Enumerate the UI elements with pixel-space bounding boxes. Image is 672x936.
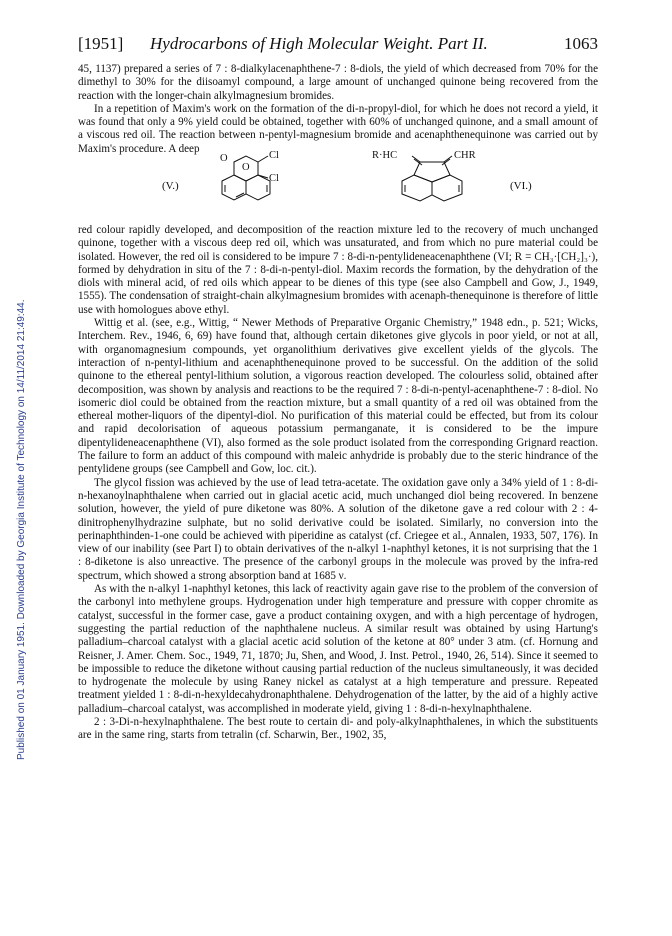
paragraph: red colour rapidly developed, and decomposition of the reaction mixture led to the recovery of much unchanged quinone, together with a viscous deep red oil, which was unsaturated, and from which no pure material could be isolated. However, the red oil is considered to be impure 7 : 8-di-n-pentylideneacenaphthene (VI; R = CH₃·[CH₂]₃·), formed by dehydration in situ of the 7 : 8-di-n-pentyl-diol. Maxim records the formation, by the dehydration of the diols with mineral acid, of red oils which appear to be dienes of this type (see also Campbell and Gow, J., 1949, 1555). The condensation of straight-chain alkylmagnesium bromides with acenaph-thenequinone is therefore of little use with homologues above ethyl.	[78, 224, 598, 316]
paragraph: 45, 1137) prepared a series of 7 : 8-dialkylacenaphthene-7 : 8-diols, the yield of which decreased from 70% for the dimethyl to 30% for the diisoamyl compound, a large amount of unchanged quinone being recovered from the reaction with the longer-chain alkylmagnesium bromides.	[78, 63, 598, 102]
paragraph: The glycol fission was achieved by the use of lead tetra-acetate. The oxidation gave only a 34% yield of 1 : 8-di-n-hexanoylnaphthalene when carried out in glacial acetic acid, much unchanged diol being recovered. In benzene solution, however, the yield of pure diketone was 80%. A solution of the diketone gave a red colour with 2 : 4-dinitrophenylhydrazine sulphate, but no solid derivative could be isolated. Similarly, no conversion into the perinaphthinden-1-one could be achieved with piperidine as catalyst (cf. Criegee et al., Annalen, 1933, 507, 176). In view of our inability (see Part I) to obtain derivatives of the n-alkyl 1-naphthyl ketones, it is not surprising that the 1 : 8-diketone is also unreactive. The presence of the carbonyl groups in the molecule was proved by the infra-red spectrum, which showed a strong absorption band at 1685 ν.	[78, 476, 598, 582]
body-text-top	[78, 63, 598, 156]
body-text-main	[78, 224, 598, 743]
structure-v-diagram	[196, 148, 296, 220]
group-chr: CHR	[454, 150, 476, 161]
header-year: [1951]	[78, 34, 124, 53]
group-rhc: R·HC	[372, 150, 398, 161]
running-header	[78, 34, 598, 58]
atom-o: O	[220, 153, 228, 164]
paragraph: As with the n-alkyl 1-naphthyl ketones, this lack of reactivity again gave rise to the problem of the conversion of the carbonyl into methylene groups. Hydrogenation under high temperature and pressure with copper chromite as catalyst, successful in the former case, gave a product containing oxygen, and with a high percentage of hydrogen, suggesting the partial reduction of the naphthalene nucleus. A similar result was obtained by using Hartung's palladium–charcoal catalyst with a glacial acetic acid solution of the ketone at 80° under 3 atm. (cf. Hornung and Reisner, J. Amer. Chem. Soc., 1949, 71, 1870; Ju, Shen, and Wood, J. Inst. Petrol., 1940, 26, 514). Since it seemed to be impossible to reduce the diketone without causing partial reduction of the nucleus simultaneously, it was decided to hydrogenate the molecule by using Raney nickel as catalyst at a high temperature and pressure. Repeated treatment yielded 1 : 8-di-n-hexyldecahydronaphthalene. Dehydrogenation of the latter, by the aid of a highly active palladium–charcoal catalyst, was accomplished in moderate yield, giving 1 : 8-di-n-hexylnaphthalene.	[78, 583, 598, 715]
chemical-structures	[78, 148, 598, 220]
atom-cl: Cl	[269, 173, 279, 184]
structure-vi-diagram	[370, 148, 500, 220]
structure-vi-label: (VI.)	[510, 180, 532, 192]
structure-v-label: (V.)	[162, 180, 179, 192]
header-title: Hydrocarbons of High Molecular Weight. Part II.	[150, 34, 488, 53]
download-notice-sidebar	[0, 0, 27, 936]
atom-o-ring: O	[242, 162, 250, 173]
download-notice: Published on 01 January 1951. Downloaded by Georgia Institute of Technology on 14/11/2014 21:49:44.	[16, 299, 27, 760]
paragraph: 2 : 3-Di-n-hexylnaphthalene. The best route to certain di- and poly-alkylnaphthalenes, in which the substituents are in the same ring, starts from tetralin (cf. Scharwin, Ber., 1902, 35,	[78, 715, 598, 742]
atom-cl: Cl	[269, 150, 279, 161]
header-page-number: 1063	[564, 34, 598, 53]
paragraph: In a repetition of Maxim's work on the formation of the di-n-propyl-diol, for which he does not record a yield, it was found that only a 9% yield could be obtained, together with 60% of unchanged quinone, and a small amount of a viscous red oil. The reaction between n-pentyl-magnesium bromide and acenaphthenequinone was carried out by Maxim's procedure. A deep	[78, 102, 598, 155]
paragraph: Wittig et al. (see, e.g., Wittig, “ Newer Methods of Preparative Organic Chemistry,” 1948 edn., p. 521; Wicks, Interchem. Rev., 1946, 6, 69) have found that, although certain diketones give glycols in poor yield, or not at all, with organomagnesium compounds, yet organolithium derivatives give excellent yields of the glycols. The interaction of n-pentyl-lithium and acenaphthenequinone proved to be successful. On the addition of the solid quinone to the ethereal pentyl-lithium solution, a vigorous reaction developed. The colourless solid, obtained after decomposition, was shown by analysis and reactions to be the required 7 : 8-di-n-pentyl-acenaphthene-7 : 8-diol. No isomeric diol could be obtained from the reaction mixture, but a small quantity of a red oil was obtained from the ethereal mother-liquors of the dipentyl-diol. No purification of this material could be effected, but from its colour and rapid decolorisation of aqueous potassium permanganate, it is considered to be the impure dipentylideneacenaphthene (VI), also formed as the sole product isolated from the corresponding Grignard reaction. The failure to form an adduct of this compound with maleic anhydride is probably due to the steric hindrance of the pentylidene groups (see Campbell and Gow, loc. cit.).	[78, 317, 598, 476]
